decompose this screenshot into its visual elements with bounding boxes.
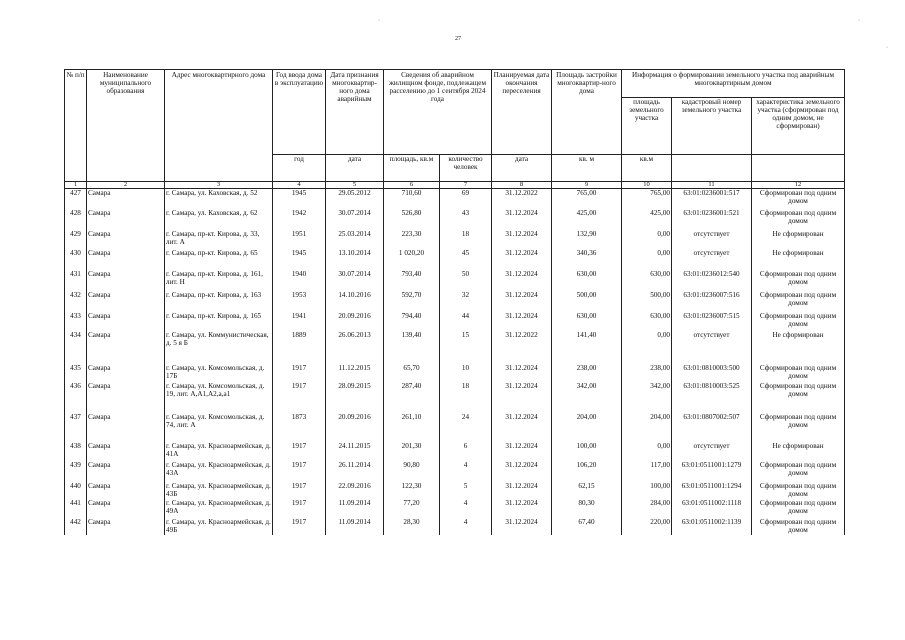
housing-area-cell: 793,40 [384,270,440,291]
table-row [65,312,845,331]
land-area-cell: 630,00 [622,270,672,291]
municipality-cell: Самара [87,312,165,331]
end-date-cell: 31.12.2024 [492,518,552,535]
building-area-cell: 342,00 [552,382,622,413]
address-cell: г. Самара, ул. Красноармейская, д. 43Б [166,481,271,498]
people-count-cell: 4 [440,461,492,482]
header-land-characteristic: характеристика земельного участка (сформирован под одним домом, не сформирован) [752,98,845,155]
end-date-cell: 31.12.2024 [492,461,552,482]
row-number: 440 [65,482,87,499]
unit-date: дата [326,155,384,182]
table-row [65,413,845,442]
table-row [65,249,845,270]
cadastral-number-cell: отсутствует [672,442,752,461]
year-cell: 1873 [273,413,326,442]
emergency-date-cell: 11.09.2014 [326,499,384,518]
housing-area-cell: 28,30 [384,518,440,535]
building-area-cell: 62,15 [552,482,622,499]
emergency-date-cell: 28.09.2015 [326,382,384,413]
emergency-date-cell: 30.07.2014 [326,209,384,230]
unit-land-area: кв.м [622,155,672,182]
municipality-cell: Самара [87,209,165,230]
people-count-cell: 10 [440,364,492,382]
housing-area-cell: 65,70 [384,364,440,382]
unit-characteristic-empty [752,155,845,182]
land-area-cell: 630,00 [622,312,672,331]
municipality-cell: Самара [87,413,165,442]
land-characteristic-cell: Сформирован под одним домом [752,364,845,382]
housing-area-cell: 139,40 [384,331,440,364]
land-characteristic-cell: Сформирован под одним домом [752,482,845,499]
end-date-cell: 31.12.2024 [492,364,552,382]
building-area-cell: 765,00 [552,189,622,209]
people-count-cell: 24 [440,413,492,442]
table-row [65,209,845,230]
row-number: 441 [65,499,87,518]
address-cell: г. Самара, ул. Каховская, д. 62 [165,209,273,230]
header-building-area: Площадь застройки многоквартир-ного дома [552,70,622,155]
housing-area-cell: 122,30 [384,482,440,499]
housing-area-cell: 90,80 [384,461,440,482]
emergency-date-cell: 20.09.2016 [326,413,384,442]
emergency-date-cell: 11.12.2015 [326,364,384,382]
header-municipality: Наименование муниципального образования [87,70,165,182]
row-number: 436 [65,382,87,413]
col-index: 2 [87,182,165,189]
housing-area-cell: 223,30 [384,230,440,249]
land-characteristic-cell: Сформирован под одним домом [752,291,845,312]
header-land-area: площадь земельного участка [622,98,672,155]
year-cell: 1917 [273,364,326,382]
housing-area-cell: 287,40 [384,382,440,413]
land-characteristic-cell: Не сформирован [752,249,845,270]
cadastral-number-cell: 63:01:0511002:1118 [672,499,752,518]
land-area-cell: 0,00 [622,249,672,270]
cadastral-number-cell: отсутствует [672,331,752,364]
year-cell: 1917 [273,518,326,535]
land-characteristic-cell: Не сформирован [752,331,845,364]
table-row [65,331,845,364]
year-cell: 1917 [273,382,326,413]
unit-build-area: кв. м [552,155,622,182]
table-row [65,499,845,518]
land-area-cell: 425,00 [622,209,672,230]
cadastral-number-cell: 63:01:0236007:515 [672,312,752,331]
building-area-cell: 100,00 [552,442,622,461]
land-area-cell: 117,00 [622,461,672,482]
end-date-cell: 31.12.2024 [492,249,552,270]
building-area-cell: 500,00 [552,291,622,312]
unit-cadastral-empty [672,155,752,182]
unit-area: площадь, кв.м [384,155,440,182]
land-characteristic-cell: Не сформирован [752,230,845,249]
address-cell: г. Самара, ул. Каховская, д. 52 [165,189,273,209]
building-area-cell: 630,00 [552,312,622,331]
table-row [65,518,845,535]
year-cell: 1945 [273,189,326,209]
row-number: 431 [65,270,87,291]
emergency-date-cell: 26.11.2014 [326,461,384,482]
housing-area-cell: 201,30 [384,442,440,461]
land-area-cell: 0,00 [622,331,672,364]
people-count-cell: 44 [440,312,492,331]
people-count-cell: 50 [440,270,492,291]
row-number: 427 [65,189,87,209]
col-index: 9 [552,182,622,189]
municipality-cell: Самара [87,331,165,364]
year-cell: 1945 [273,249,326,270]
building-area-cell: 141,40 [552,331,622,364]
emergency-date-cell: 13.10.2014 [326,249,384,270]
page-number: 27 [455,36,461,42]
year-cell: 1953 [273,291,326,312]
people-count-cell: 18 [440,230,492,249]
cadastral-number-cell: 63:01:0810003:500 [672,364,752,382]
housing-area-cell: 526,80 [384,209,440,230]
land-characteristic-cell: Сформирован под одним домом [752,312,845,331]
land-characteristic-cell: Сформирован под одним домом [752,499,845,518]
land-area-cell: 100,00 [622,482,672,499]
row-number: 437 [65,413,87,442]
row-number: 433 [65,312,87,331]
municipality-cell: Самара [87,461,165,482]
end-date-cell: 31.12.2024 [492,499,552,518]
col-index: 5 [326,182,384,189]
emergency-date-cell: 11.09.2014 [326,518,384,535]
housing-area-cell: 261,10 [384,413,440,442]
land-characteristic-cell: Сформирован под одним домом [752,461,845,482]
people-count-cell: 43 [440,209,492,230]
header-housing-fund: Сведения об аварийном жилищном фонде, подлежащем расселению до 1 сентября 2024 года [384,70,492,155]
building-area-cell: 340,36 [552,249,622,270]
end-date-cell: 31.12.2024 [492,442,552,461]
cadastral-number-cell: 63:01:0511001:1294 [672,482,752,499]
col-index: 4 [273,182,326,189]
people-count-cell: 5 [440,482,492,499]
building-area-cell: 106,20 [552,461,622,482]
year-cell: 1917 [273,499,326,518]
row-number: 434 [65,331,87,364]
land-area-cell: 284,00 [622,499,672,518]
land-area-cell: 220,00 [622,518,672,535]
address-cell: г. Самара, ул. Красноармейская, д. 49Б [166,517,271,534]
col-index: 3 [165,182,273,189]
header-end-date: Планируемая дата окончания переселения [492,70,552,155]
scan-dot: · [858,18,860,24]
municipality-cell: Самара [87,189,165,209]
row-number: 439 [65,461,87,482]
year-cell: 1951 [273,230,326,249]
end-date-cell: 31.12.2024 [492,270,552,291]
municipality-cell: Самара [87,270,165,291]
cadastral-number-cell: 63:01:0807002:507 [672,413,752,442]
year-cell: 1889 [273,331,326,364]
end-date-cell: 31.12.2022 [492,331,552,364]
emergency-date-cell: 24.11.2015 [326,442,384,461]
end-date-cell: 31.12.2022 [492,189,552,209]
people-count-cell: 6 [440,442,492,461]
header-date-emergency: Дата признания многоквартир-ного дома аварийным [326,70,384,155]
end-date-cell: 31.12.2024 [492,382,552,413]
scan-dot: · [886,45,888,51]
header-year: Год ввода дома в эксплуатацию [273,70,326,155]
end-date-cell: 31.12.2024 [492,209,552,230]
address-cell: г. Самара, пр-кт. Кирова, д. 33, лит. А [165,230,273,249]
emergency-housing-table [64,69,845,535]
land-characteristic-cell: Не сформирован [752,442,845,461]
cadastral-number-cell: отсутствует [672,249,752,270]
municipality-cell: Самара [87,382,165,413]
land-characteristic-cell: Сформирован под одним домом [752,413,845,442]
cadastral-number-cell: 63:01:0511002:1139 [672,518,752,535]
table-row [65,482,845,499]
land-characteristic-cell: Сформирован под одним домом [752,270,845,291]
people-count-cell: 18 [440,382,492,413]
municipality-cell: Самара [87,249,165,270]
end-date-cell: 31.12.2024 [492,413,552,442]
address-cell: г. Самара, ул. Красноармейская, д. 49А [165,499,273,518]
address-cell: г. Самара, пр-кт. Кирова, д. 161, лит. Н [165,270,273,291]
building-area-cell: 425,00 [552,209,622,230]
people-count-cell: 45 [440,249,492,270]
row-number: 442 [65,518,87,535]
year-cell: 1917 [273,442,326,461]
cadastral-number-cell: 63:01:0236001:521 [672,209,752,230]
col-index: 1 [65,182,87,189]
table-row [65,189,845,209]
table-row [65,442,845,461]
row-number: 428 [65,209,87,230]
building-area-cell: 80,30 [552,499,622,518]
year-cell: 1917 [273,482,326,499]
address-cell: г. Самара, ул. Комсомольская, д. 19, лит. А,А1,А2,а,а1 [165,382,273,413]
col-index: 11 [672,182,752,189]
people-count-cell: 4 [440,499,492,518]
year-cell: 1917 [273,461,326,482]
header-cadastral: кадастровый номер земельного участка [672,98,752,155]
cadastral-number-cell: 63:01:0236012:540 [672,270,752,291]
end-date-cell: 31.12.2024 [492,291,552,312]
land-characteristic-cell: Сформирован под одним домом [752,209,845,230]
address-cell: г. Самара, ул. Красноармейская, д. 41А [165,442,273,461]
year-cell: 1940 [273,270,326,291]
municipality-cell: Самара [87,230,165,249]
people-count-cell: 69 [440,189,492,209]
table-row [65,291,845,312]
header-number: № п/п [65,70,87,182]
building-area-cell: 630,00 [552,270,622,291]
end-date-cell: 31.12.2024 [492,482,552,499]
municipality-cell: Самара [87,364,165,382]
col-index: 6 [384,182,440,189]
emergency-date-cell: 29.05.2012 [326,189,384,209]
building-area-cell: 67,40 [552,518,622,535]
people-count-cell: 32 [440,291,492,312]
year-cell: 1941 [273,312,326,331]
row-number: 435 [65,364,87,382]
col-index: 12 [752,182,845,189]
col-index: 7 [440,182,492,189]
municipality-cell: Самара [87,482,165,499]
unit-end-date: дата [492,155,552,182]
land-characteristic-cell: Сформирован под одним домом [752,518,845,535]
building-area-cell: 132,90 [552,230,622,249]
address-cell: г. Самара, ул. Коммунистическая, д. 5 я Б [165,331,273,364]
cadastral-number-cell: 63:01:0236007:516 [672,291,752,312]
land-area-cell: 500,00 [622,291,672,312]
housing-area-cell: 592,70 [384,291,440,312]
unit-people: количество человек [440,155,492,182]
emergency-date-cell: 26.06.2013 [326,331,384,364]
table-row [65,461,845,482]
unit-year: год [273,155,326,182]
emergency-date-cell: 14.10.2016 [326,291,384,312]
municipality-cell: Самара [87,518,165,535]
table-row [65,270,845,291]
land-characteristic-cell: Сформирован под одним домом [752,189,845,209]
col-index: 8 [492,182,552,189]
address-cell: г. Самара, пр-кт. Кирова, д. 163 [165,291,273,312]
row-number: 432 [65,291,87,312]
table-row [65,364,845,382]
land-area-cell: 0,00 [622,442,672,461]
header-address: Адрес многоквартирного дома [165,70,273,182]
row-number: 429 [65,230,87,249]
cadastral-number-cell: 63:01:0810003:525 [672,382,752,413]
building-area-cell: 238,00 [552,364,622,382]
col-index: 10 [622,182,672,189]
scan-dot: · [378,18,380,24]
end-date-cell: 31.12.2024 [492,230,552,249]
housing-area-cell: 794,40 [384,312,440,331]
address-cell: г. Самара, ул. Комсомольская, д. 17Б [165,364,273,382]
emergency-date-cell: 20.09.2016 [326,312,384,331]
land-characteristic-cell: Сформирован под одним домом [752,382,845,413]
address-cell: г. Самара, ул. Комсомольская, д. 74, лит. А [165,413,273,442]
emergency-date-cell: 30.07.2014 [326,270,384,291]
land-area-cell: 0,00 [622,230,672,249]
land-area-cell: 238,00 [622,364,672,382]
municipality-cell: Самара [87,291,165,312]
end-date-cell: 31.12.2024 [492,312,552,331]
table-body [65,189,845,535]
housing-area-cell: 710,60 [384,189,440,209]
address-cell: г. Самара, пр-кт. Кирова, д. 165 [165,312,273,331]
cadastral-number-cell: 63:01:0236001:517 [672,189,752,209]
table-row [65,230,845,249]
header-land-info: Информация о формировании земельного участка под аварийным многоквартирным домом [622,70,845,98]
cadastral-number-cell: отсутствует [672,230,752,249]
emergency-date-cell: 25.03.2014 [326,230,384,249]
land-area-cell: 342,00 [622,382,672,413]
building-area-cell: 204,00 [552,413,622,442]
year-cell: 1942 [273,209,326,230]
housing-area-cell: 77,20 [384,499,440,518]
cadastral-number-cell: 63:01:0511001:1279 [672,461,752,482]
row-number: 430 [65,249,87,270]
land-area-cell: 204,00 [622,413,672,442]
land-area-cell: 765,00 [622,189,672,209]
housing-area-cell: 1 020,20 [384,249,440,270]
emergency-date-cell: 22.09.2016 [326,482,384,499]
row-number: 438 [65,442,87,461]
people-count-cell: 4 [440,518,492,535]
table-row [65,382,845,413]
address-cell: г. Самара, пр-кт. Кирова, д. 65 [165,249,273,270]
address-cell: г. Самара, ул. Красноармейская, д. 43А [165,461,273,482]
municipality-cell: Самара [87,442,165,461]
people-count-cell: 15 [440,331,492,364]
municipality-cell: Самара [87,499,165,518]
